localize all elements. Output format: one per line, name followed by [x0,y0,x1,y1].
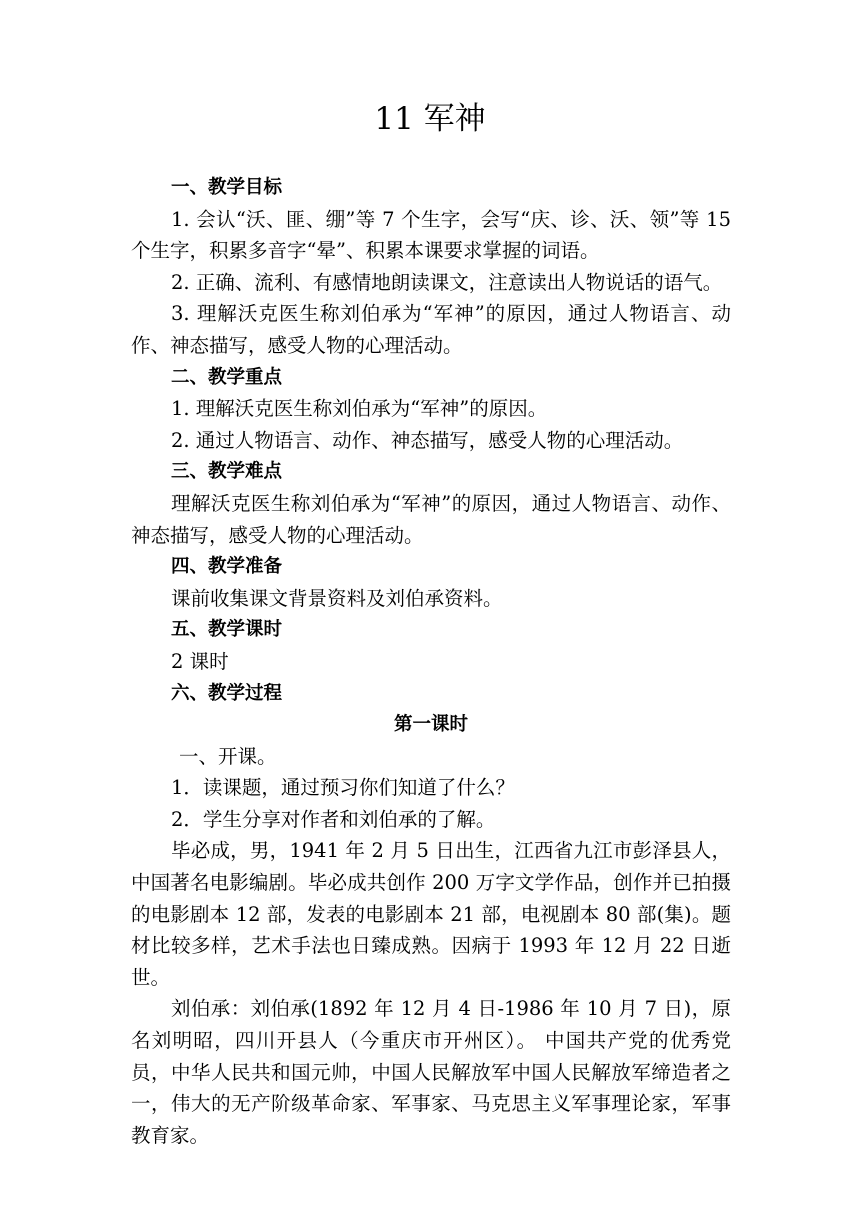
difficulty-text: 理解沃克医生称刘伯承为“军神”的原因，通过人物语言、动作、神态描写，感受人物的心理活动。 [131,491,731,547]
section-heading-periods: 五、教学课时 [171,619,283,641]
section-heading-objectives: 一、教学目标 [171,177,283,198]
document-title: 11 军神 [374,101,486,137]
process-step-1: 一、开课。 [179,744,277,768]
objective-item-1: 1. 会认“沃、匪、绷”等 7 个生字，会写“庆、诊、沃、领”等 15 个生字，积累多音字“晕”、积累本课要求掌握的词语。 [131,207,731,263]
objective-item-2: 2. 正确、流利、有感情地朗读课文，注意读出人物说话的语气。 [171,270,723,294]
objective-item-3: 3. 理解沃克医生称刘伯承为“军神”的原因，通过人物语言、动作、神态描写，感受人物的心理活动。 [131,302,731,357]
key-point-item-2: 2. 通过人物语言、动作、神态描写，感受人物的心理活动。 [171,428,684,452]
section-heading-difficulties: 三、教学难点 [171,461,283,483]
document-body [131,172,731,1151]
key-point-item-1: 1. 理解沃克医生称刘伯承为“军神”的原因。 [171,397,548,421]
section-heading-preparation: 四、教学准备 [171,556,283,578]
process-item-1: 1．读课题，通过预习你们知道了什么？ [171,776,515,800]
section-heading-process: 六、教学过程 [171,682,283,704]
periods-text: 2 课时 [171,649,229,673]
preparation-text: 课前收集课文背景资料及刘伯承资料。 [171,586,503,610]
author-bio-paragraph: 毕必成，男，1941 年 2 月 5 日出生，江西省九江市彭泽县人，中国著名电影编剧。毕必成共创作 200 万字文学作品，创作并已拍摄的电影剧本 12 部，发表的电影剧本 21 部，电视剧本 80 部(集)。题材比较多样，艺术手法也日臻成熟。因病于 1993 年 12 月 22 日逝世。 [131,839,731,989]
section-heading-key-points: 二、教学重点 [171,366,283,388]
process-item-2: 2．学生分享对作者和刘伯承的了解。 [171,807,496,831]
liu-bocheng-bio-paragraph: 刘伯承：刘伯承(1892 年 12 月 4 日-1986 年 10 月 7 日)，原名刘明昭，四川开县人（今重庆市开州区）。 中国共产党的优秀党员，中华人民共和国元帅，中国人民解放军中国人民解放军缔造者之一，伟大的无产阶级革命家、军事家、马克思主义军事理论家，军事教育家。 [131,997,731,1147]
lesson-title: 第一课时 [393,714,468,736]
